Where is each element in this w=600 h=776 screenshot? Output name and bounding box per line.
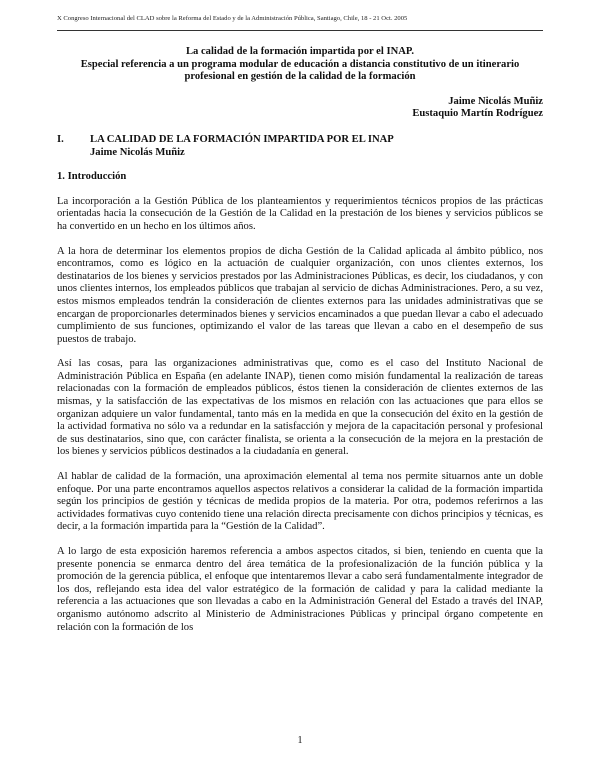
subsection-heading: 1. Introducción xyxy=(57,171,127,183)
body-paragraph: A lo largo de esta exposición haremos referencia a ambos aspectos citados, si bien, teniendo en cuenta que la presente ponencia se enmarca dentro del área temática de la profesionalización de la función pública y la promoción de la gerencia pública, el enfoque que intentaremos llevar a cabo será fundamentalmente integrador de los dos, reflejando esta idea del valor estratégico de la formación de calidad y para la calidad mediante la referencia a las actuaciones que son llevadas a cabo en la Administración General del Estado a través del INAP, organismo autónomo adscrito al Ministerio de Administraciones Públicas y principal órgano competente en relación con la formación de los xyxy=(57,546,543,633)
title-line-1: La calidad de la formación impartida por el INAP. xyxy=(185,46,415,57)
body-paragraph: A la hora de determinar los elementos propios de dicha Gestión de la Calidad aplicada al ámbito público, nos encontramos, como es lógico en la actuación de cualquier organización, con unos clientes externos, los destinatarios de los bienes y servicios prestados por las Administraciones Públicas, es decir, los ciudadanos, y con unos clientes internos, los empleados públicos que trabajan al servicio de dichas Administraciones. Pero, a su vez, estos mismos empleados tendrán la consideración de clientes externos para las unidades administrativas que se encargan de proporcionarles determinados bienes y servicios encaminados a que puedan llevar a cabo el adecuado cumplimiento de sus funciones, optimizando el valor de las tareas que llevan a cabo en el desempeño de sus puestos de trabajo. xyxy=(57,245,543,345)
section-heading xyxy=(57,134,543,147)
author-list xyxy=(57,96,543,121)
section-number: I. xyxy=(57,133,64,145)
document-title xyxy=(57,46,543,84)
author-name: Jaime Nicolás Muñiz xyxy=(448,95,543,107)
author-name: Eustaquio Martín Rodríguez xyxy=(412,108,543,120)
header-rule xyxy=(57,30,543,31)
page-content xyxy=(57,46,543,634)
page-number: 1 xyxy=(297,735,303,746)
section-author: Jaime Nicolás Muñiz xyxy=(90,146,185,158)
body-paragraph: Al hablar de calidad de la formación, una aproximación elemental al tema nos permite situarnos ante un doble enfoque. Por una parte encontramos aquellos aspectos relativos a considerar la calidad de la formación impartida según los principios de gestión y técnicas de medida propios de la materia. Por otra, podemos referirnos a las actividades formativas cuyo contenido tiene una relación directa precisamente con dichos principios y técnicas, es decir, a la formación impartida para la “Gestión de la Calidad”. xyxy=(57,471,543,533)
title-line-2: Especial referencia a un programa modular de educación a distancia constitutivo de un itinerario profesional en gestión de la calidad de la formación xyxy=(80,58,520,83)
body-paragraph: La incorporación a la Gestión Pública de los planteamientos y requerimientos técnicos propios de las prácticas orientadas hacia la consecución de la Gestión de la Calidad en la prestación de los bienes y servicios públicos se ha convertido en un hecho en los últimos años. xyxy=(57,195,543,232)
body-paragraph: Así las cosas, para las organizaciones administrativas que, como es el caso del Instituto Nacional de Administración Pública en España (en adelante INAP), tienen como misión fundamental la realización de tareas relacionadas con la formación de empleados públicos, éstos tienen la consideración de clientes externos de las mismas, y la satisfacción de las expectativas de los mismos en relación con las actuaciones que para ellos se organizan adquiere un valor fundamental, tanto más en la medida en que la consecución del éxito en la gestión de la actividad formativa no sólo va a redundar en la satisfacción y mejora de la capacitación personal y profesional de sus destinatarios, sino que, con carácter finalista, se orienta a la consecución de la mejora en la prestación de los bienes y servicios públicos destinados a la ciudadanía en general. xyxy=(57,358,543,458)
section-title: LA CALIDAD DE LA FORMACIÓN IMPARTIDA POR EL INAP xyxy=(90,133,394,145)
running-header: X Congreso Internacional del CLAD sobre la Reforma del Estado y de la Administración Pública, Santiago, Chile, 18 - 21 Oct. 2005 xyxy=(57,15,408,22)
